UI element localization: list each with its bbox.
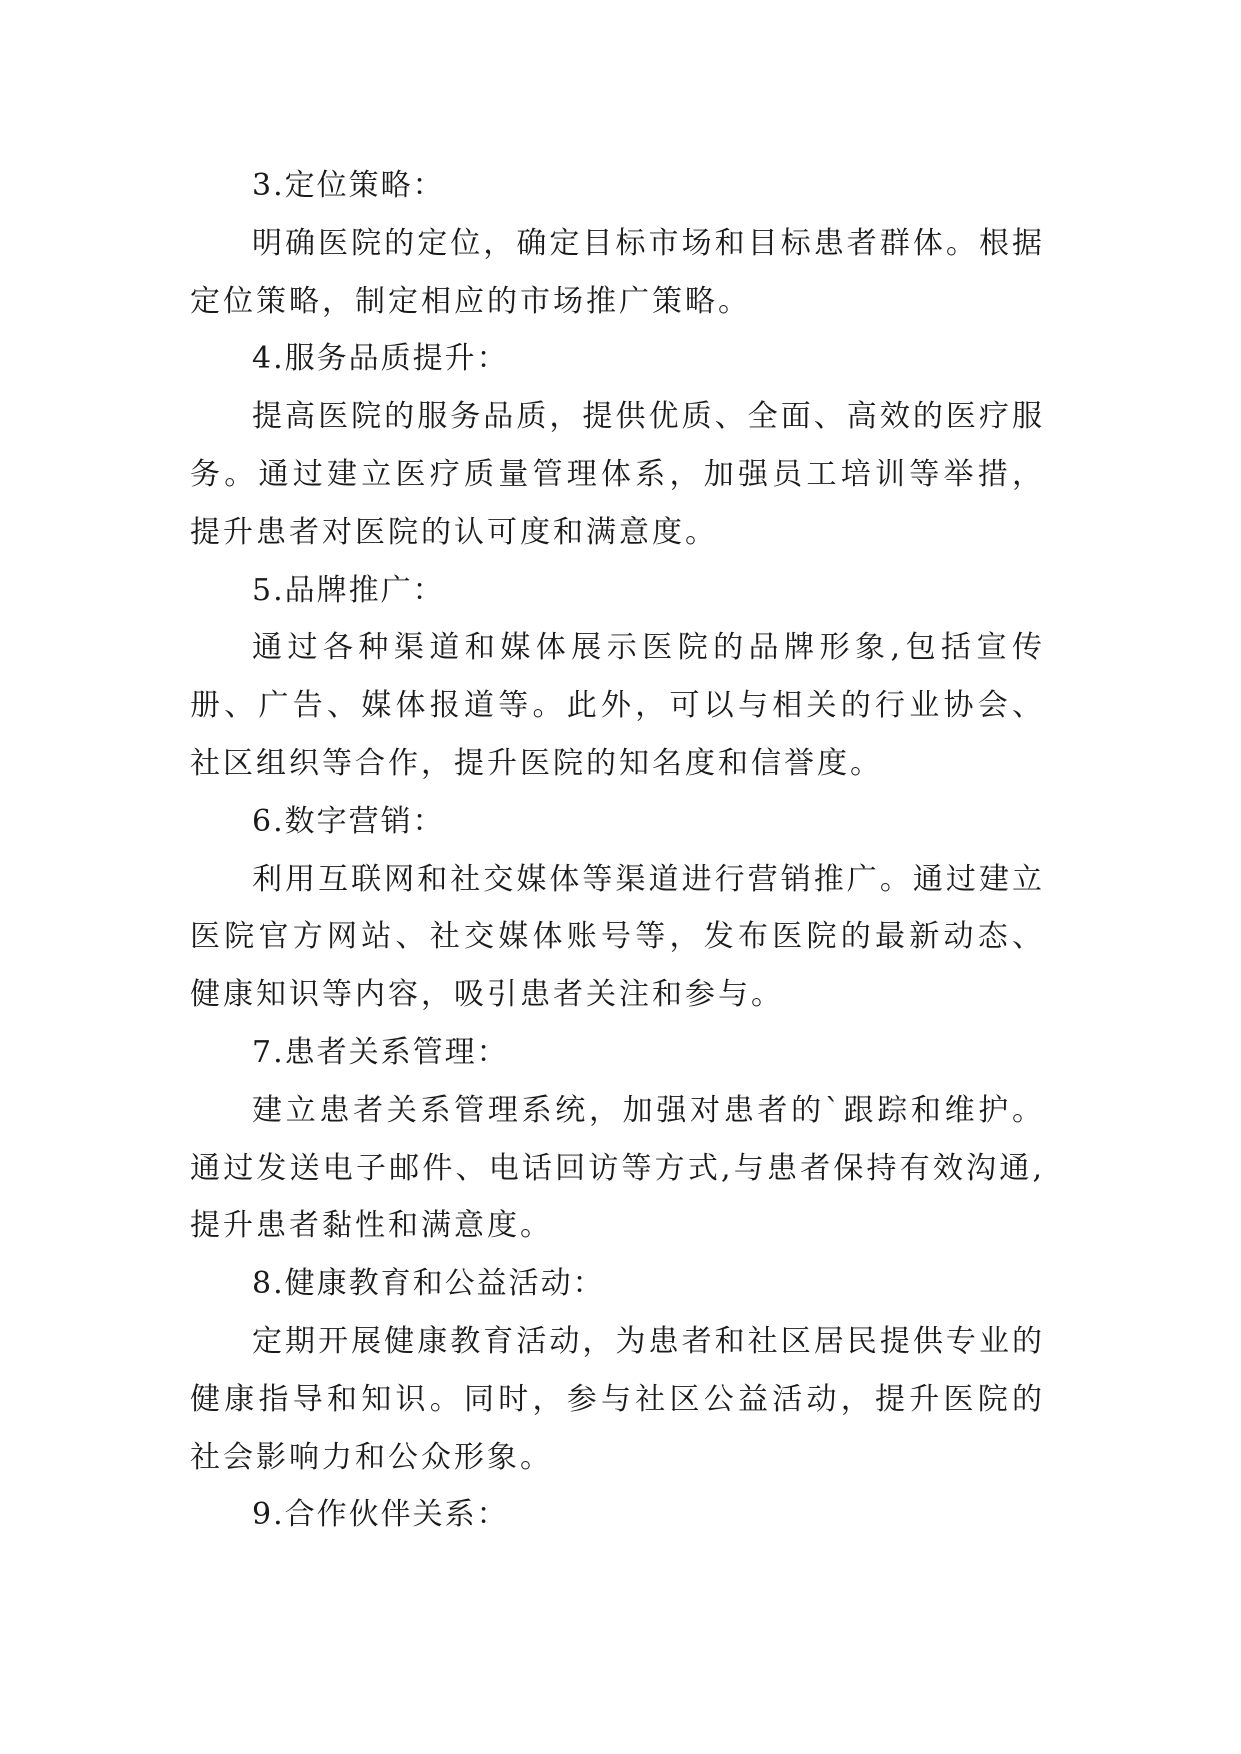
section-heading-positioning: 3.定位策略：	[252, 168, 445, 203]
document-body	[190, 157, 1045, 1544]
paragraph-service-quality: 提高医院的服务品质，提供优质、全面、高效的医疗服务。通过建立医疗质量管理体系，加强员工培训等举措，提升患者对医院的认可度和满意度。	[190, 399, 1045, 550]
section-heading-digital-marketing: 6.数字营销：	[252, 803, 445, 839]
section-heading-health-education: 8.健康教育和公益活动：	[252, 1266, 605, 1302]
section-heading-service-quality: 4.服务品质提升：	[252, 341, 509, 377]
section-heading-patient-relations: 7.患者关系管理：	[252, 1034, 509, 1070]
paragraph-positioning: 明确医院的定位，确定目标市场和目标患者群体。根据定位策略，制定相应的市场推广策略。	[190, 225, 1045, 319]
paragraph-digital-marketing: 利用互联网和社交媒体等渠道进行营销推广。通过建立医院官方网站、社交媒体账号等，发布医院的最新动态、健康知识等内容，吸引患者关注和参与。	[190, 861, 1045, 1013]
section-heading-partnerships: 9.合作伙伴关系：	[252, 1497, 509, 1533]
paragraph-patient-relations: 建立患者关系管理系统，加强对患者的`跟踪和维护。通过发送电子邮件、电话回访等方式,与患者保持有效沟通,提升患者黏性和满意度。	[190, 1092, 1045, 1244]
section-heading-brand-promotion: 5.品牌推广：	[252, 572, 445, 608]
paragraph-health-education: 定期开展健康教育活动，为患者和社区居民提供专业的健康指导和知识。同时，参与社区公益活动，提升医院的社会影响力和公众形象。	[190, 1323, 1045, 1475]
paragraph-brand-promotion: 通过各种渠道和媒体展示医院的品牌形象,包括宣传册、广告、媒体报道等。此外，可以与相关的行业协会、社区组织等合作，提升医院的知名度和信誉度。	[190, 630, 1045, 781]
